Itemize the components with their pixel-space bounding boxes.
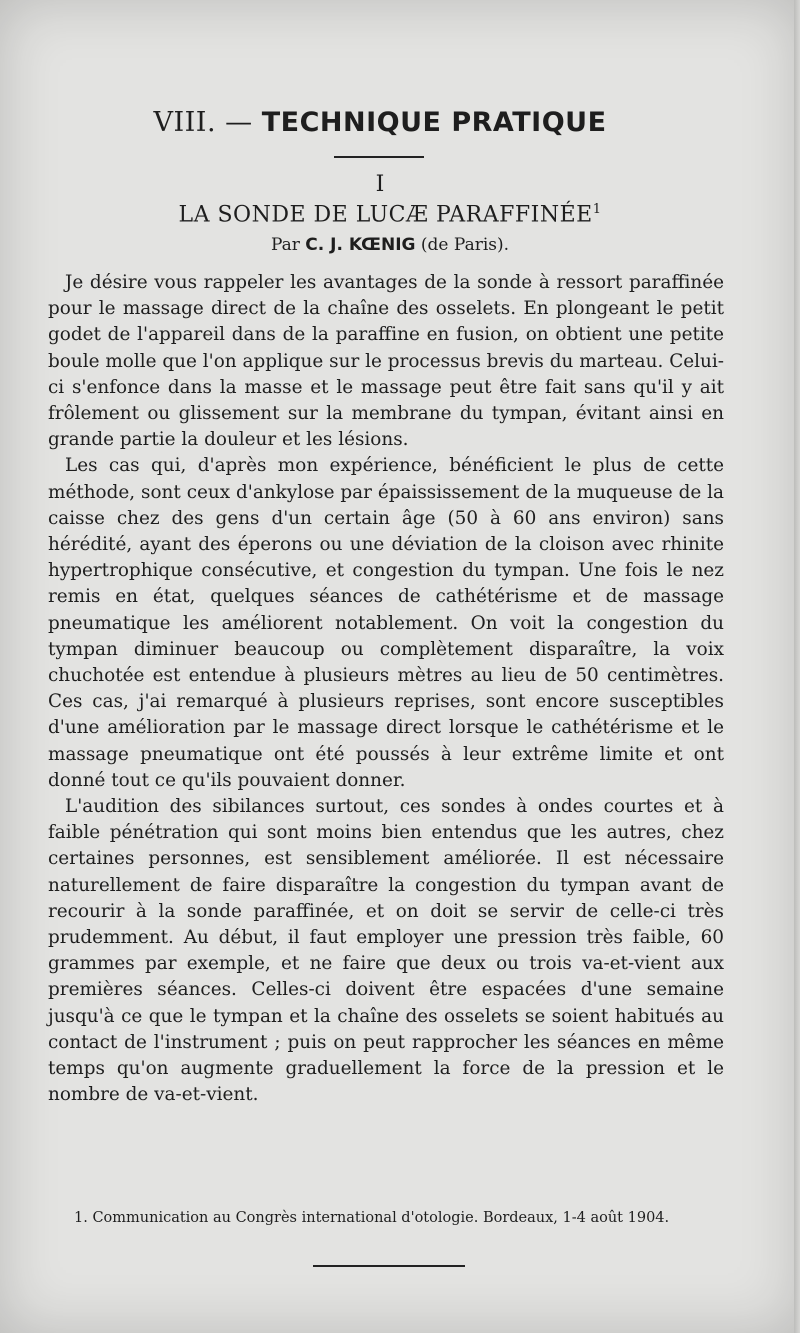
section-number: VIII. — [153, 107, 253, 138]
paragraph: Les cas qui, d'après mon expérience, bénéficient le plus de cette méthode, sont ceux d'ankylose par épaississement de la muqueuse de la caisse chez des gens d'un certain âge (50 à 60 ans environ) sans hérédité, ayant des éperons ou une déviation de la cloison avec rhinite hypertrophique consécutive, et congestion du tympan. Une fois le nez remis en état, quelques séances de cathétérisme et de massage pneumatique les améliorent notablement. On voit la congestion du tympan diminuer beaucoup ou complètement disparaître, la voix chuchotée est entendue à plusieurs mètres au lieu de 50 centimètres. Ces cas, j'ai remarqué à plusieurs reprises, sont encore susceptibles d'une amélioration par le massage direct lorsque le cathétérisme et le massage pneumatique ont été poussés à leur extrême limite et ont donné tout ce qu'ils pouvaient donner. [48, 455, 724, 791]
section-title: TECHNIQUE PRATIQUE [261, 107, 607, 138]
page-edge [794, 0, 800, 1333]
author-prefix: Par [270, 235, 300, 255]
author-place: (de Paris). [420, 235, 510, 255]
section-heading [0, 107, 760, 138]
heading-rule [334, 156, 424, 158]
footnote-marker: 1 [592, 202, 602, 217]
footnote: 1. Communication au Congrès international d'otologie. Bordeaux, 1-4 août 1904. [74, 1210, 670, 1226]
footer-rule [313, 1265, 465, 1267]
article-title [0, 202, 780, 227]
author-name: C. J. KŒNIG [305, 235, 416, 255]
paragraph: Je désire vous rappeler les avantages de la sonde à ressort paraffinée pour le massage direct de la chaîne des osselets. En plongeant le petit godet de l'appareil dans de la paraffine en fusion, on obtient une petite boule molle que l'on applique sur le processus brevis du marteau. Celui-ci s'enfonce dans la masse et le massage peut être fait sans qu'il y ait frôlement ou glissement sur la membrane du tympan, évitant ainsi en grande partie la douleur et les lésions. [48, 272, 724, 451]
article-body [48, 270, 724, 1109]
article-title-text: LA SONDE DE LUCÆ PARAFFINÉE [178, 202, 593, 228]
author-line [0, 235, 780, 255]
paragraph: L'audition des sibilances surtout, ces sondes à ondes courtes et à faible pénétration qui sont moins bien entendus que les autres, chez certaines personnes, est sensiblement améliorée. Il est nécessaire naturellement de faire disparaître la congestion du tympan avant de recourir à la sonde paraffinée, et on doit se servir de celle-ci très prudemment. Au début, il faut employer une pression très faible, 60 grammes par exemple, et ne faire que deux ou trois va-et-vient aux premières séances. Celles-ci doivent être espacées d'une semaine jusqu'à ce que le tympan et la chaîne des osselets se soient habitués au contact de l'instrument ; puis on peut rapprocher les séances en même temps qu'on augmente graduellement la force de la pression et le nombre de va-et-vient. [48, 796, 724, 1106]
article-number: I [375, 172, 385, 197]
